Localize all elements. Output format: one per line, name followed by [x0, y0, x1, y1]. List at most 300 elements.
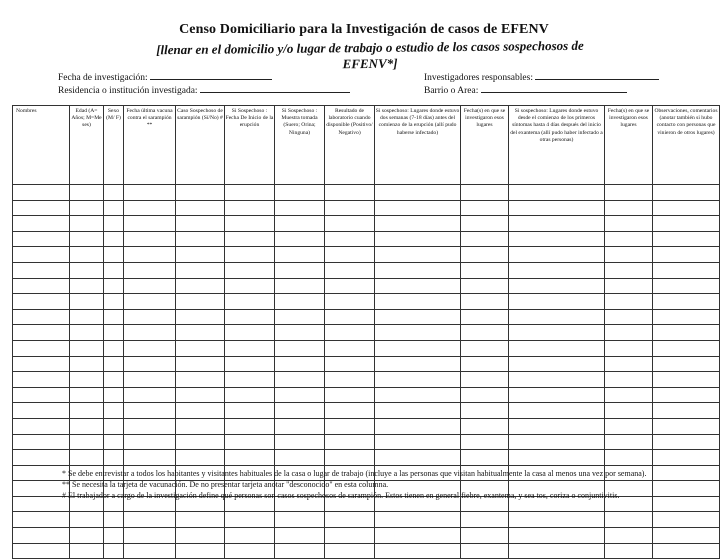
table-row: [13, 512, 720, 528]
table-cell[interactable]: [605, 262, 653, 278]
table-cell[interactable]: [461, 403, 509, 419]
table-cell[interactable]: [225, 231, 275, 247]
table-cell[interactable]: [653, 465, 720, 481]
table-cell[interactable]: [275, 387, 325, 403]
table-cell[interactable]: [461, 262, 509, 278]
table-cell[interactable]: [70, 434, 104, 450]
table-cell[interactable]: [70, 387, 104, 403]
table-cell[interactable]: [325, 543, 375, 559]
table-cell[interactable]: [275, 309, 325, 325]
table-cell[interactable]: [104, 450, 124, 466]
table-row: [13, 216, 720, 232]
table-cell[interactable]: [70, 356, 104, 372]
table-cell[interactable]: [176, 418, 225, 434]
footnote-3: # El trabajador a cargo de la investigación define qué personas son casos sospechosos de sarampión. Estos tienen en general fiebre, exantema, y sea tos, coriza o conjuntivitis.: [62, 491, 620, 500]
table-row: [13, 372, 720, 388]
table-cell[interactable]: [509, 200, 605, 216]
investigadores-blank[interactable]: [535, 70, 659, 80]
table-cell[interactable]: [70, 325, 104, 341]
table-cell[interactable]: [70, 372, 104, 388]
barrio-blank[interactable]: [481, 83, 627, 93]
table-cell[interactable]: [13, 434, 70, 450]
table-cell[interactable]: [375, 372, 461, 388]
table-cell[interactable]: [275, 528, 325, 544]
table-cell[interactable]: [225, 372, 275, 388]
table-cell[interactable]: [124, 340, 176, 356]
table-cell[interactable]: [325, 403, 375, 419]
footnote-1: * Se debe entrevistar a todos los habitantes y visitantes habituales de la casa o lugar de trabajo (incluye a las personas que visitan habitualmente la casa al menos una vez por semana).: [62, 469, 647, 478]
table-cell[interactable]: [176, 231, 225, 247]
table-cell[interactable]: [461, 543, 509, 559]
table-cell[interactable]: [275, 403, 325, 419]
table-cell[interactable]: [176, 356, 225, 372]
table-cell[interactable]: [605, 185, 653, 201]
table-cell[interactable]: [509, 278, 605, 294]
table-cell[interactable]: [375, 512, 461, 528]
table-cell[interactable]: [13, 216, 70, 232]
table-cell[interactable]: [124, 434, 176, 450]
table-row: [13, 278, 720, 294]
table-cell[interactable]: [653, 418, 720, 434]
table-cell[interactable]: [325, 325, 375, 341]
table-cell[interactable]: [176, 434, 225, 450]
table-cell[interactable]: [605, 450, 653, 466]
table-cell[interactable]: [176, 450, 225, 466]
table-cell[interactable]: [325, 185, 375, 201]
table-cell[interactable]: [325, 262, 375, 278]
table-cell[interactable]: [325, 294, 375, 310]
table-cell[interactable]: [70, 247, 104, 263]
table-cell[interactable]: [461, 309, 509, 325]
table-cell[interactable]: [104, 372, 124, 388]
table-cell[interactable]: [176, 278, 225, 294]
table-cell[interactable]: [375, 200, 461, 216]
table-cell[interactable]: [13, 247, 70, 263]
table-cell[interactable]: [653, 231, 720, 247]
table-cell[interactable]: [375, 294, 461, 310]
table-cell[interactable]: [176, 543, 225, 559]
footnotes: [62, 468, 662, 501]
table-cell[interactable]: [325, 340, 375, 356]
table-cell[interactable]: [375, 340, 461, 356]
table-cell[interactable]: [375, 450, 461, 466]
col-fecha-vacuna: Fecha última vacuna contra el sarampión **: [124, 106, 176, 185]
table-cell[interactable]: [653, 262, 720, 278]
table-cell[interactable]: [375, 309, 461, 325]
table-cell[interactable]: [509, 309, 605, 325]
table-cell[interactable]: [653, 450, 720, 466]
table-cell[interactable]: [70, 543, 104, 559]
col-muestra: Si Sospechoso : Muestra tomada (Suero; Orina; Ninguna): [275, 106, 325, 185]
table-cell[interactable]: [176, 200, 225, 216]
table-cell[interactable]: [124, 294, 176, 310]
table-cell[interactable]: [509, 543, 605, 559]
table-cell[interactable]: [176, 403, 225, 419]
table-cell[interactable]: [461, 200, 509, 216]
table-cell[interactable]: [13, 309, 70, 325]
table-cell[interactable]: [176, 512, 225, 528]
table-cell[interactable]: [605, 434, 653, 450]
table-cell[interactable]: [225, 387, 275, 403]
table-cell[interactable]: [176, 528, 225, 544]
table-cell[interactable]: [70, 309, 104, 325]
table-cell[interactable]: [176, 262, 225, 278]
table-cell[interactable]: [124, 247, 176, 263]
table-cell[interactable]: [104, 528, 124, 544]
table-cell[interactable]: [104, 387, 124, 403]
table-cell[interactable]: [375, 216, 461, 232]
table-cell[interactable]: [70, 216, 104, 232]
table-cell[interactable]: [509, 528, 605, 544]
table-cell[interactable]: [104, 403, 124, 419]
table-cell[interactable]: [325, 434, 375, 450]
table-cell[interactable]: [104, 247, 124, 263]
table-cell[interactable]: [225, 278, 275, 294]
table-cell[interactable]: [275, 216, 325, 232]
table-cell[interactable]: [104, 356, 124, 372]
table-cell[interactable]: [104, 278, 124, 294]
table-cell[interactable]: [605, 528, 653, 544]
table-cell[interactable]: [325, 387, 375, 403]
table-cell[interactable]: [605, 309, 653, 325]
table-cell[interactable]: [509, 356, 605, 372]
table-cell[interactable]: [225, 450, 275, 466]
table-cell[interactable]: [275, 450, 325, 466]
table-cell[interactable]: [375, 403, 461, 419]
table-cell[interactable]: [13, 528, 70, 544]
table-cell[interactable]: [124, 418, 176, 434]
table-cell[interactable]: [325, 372, 375, 388]
table-cell[interactable]: [605, 512, 653, 528]
table-cell[interactable]: [176, 309, 225, 325]
table-cell[interactable]: [13, 481, 70, 497]
table-cell[interactable]: [653, 216, 720, 232]
table-cell[interactable]: [653, 512, 720, 528]
table-cell[interactable]: [13, 450, 70, 466]
table-cell[interactable]: [275, 294, 325, 310]
table-row: [13, 262, 720, 278]
table-cell[interactable]: [124, 450, 176, 466]
table-cell[interactable]: [461, 372, 509, 388]
table-cell[interactable]: [104, 543, 124, 559]
table-cell[interactable]: [104, 418, 124, 434]
table-cell[interactable]: [13, 325, 70, 341]
table-cell[interactable]: [225, 512, 275, 528]
table-cell[interactable]: [325, 200, 375, 216]
table-cell[interactable]: [375, 356, 461, 372]
form-subtitle: [llenar en el domicilio y/o lugar de trabajo o estudio de los casos sospechosos de EFENV*]: [156, 37, 584, 72]
table-cell[interactable]: [275, 231, 325, 247]
table-cell[interactable]: [509, 247, 605, 263]
table-cell[interactable]: [653, 247, 720, 263]
table-cell[interactable]: [104, 340, 124, 356]
table-cell[interactable]: [225, 200, 275, 216]
table-cell[interactable]: [509, 216, 605, 232]
table-cell[interactable]: [461, 247, 509, 263]
table-cell[interactable]: [461, 325, 509, 341]
table-cell[interactable]: [275, 372, 325, 388]
table-cell[interactable]: [605, 278, 653, 294]
table-cell[interactable]: [70, 528, 104, 544]
table-cell[interactable]: [653, 309, 720, 325]
table-row: [13, 325, 720, 341]
table-cell[interactable]: [375, 278, 461, 294]
table-cell[interactable]: [13, 403, 70, 419]
table-cell[interactable]: [509, 325, 605, 341]
table-cell[interactable]: [605, 372, 653, 388]
table-cell[interactable]: [325, 450, 375, 466]
table-cell[interactable]: [13, 294, 70, 310]
table-cell[interactable]: [13, 387, 70, 403]
table-cell[interactable]: [225, 356, 275, 372]
table-cell[interactable]: [461, 418, 509, 434]
table-cell[interactable]: [225, 309, 275, 325]
table-cell[interactable]: [13, 278, 70, 294]
table-cell[interactable]: [509, 434, 605, 450]
table-cell[interactable]: [70, 231, 104, 247]
table-cell[interactable]: [509, 512, 605, 528]
table-cell[interactable]: [509, 387, 605, 403]
table-cell[interactable]: [461, 528, 509, 544]
table-cell[interactable]: [13, 356, 70, 372]
table-cell[interactable]: [461, 185, 509, 201]
table-cell[interactable]: [653, 278, 720, 294]
table-cell[interactable]: [70, 278, 104, 294]
table-cell[interactable]: [509, 450, 605, 466]
table-cell[interactable]: [653, 481, 720, 497]
table-cell[interactable]: [13, 185, 70, 201]
table-cell[interactable]: [461, 294, 509, 310]
table-cell[interactable]: [653, 340, 720, 356]
table-cell[interactable]: [509, 185, 605, 201]
table-cell[interactable]: [225, 185, 275, 201]
table-cell[interactable]: [461, 356, 509, 372]
table-cell[interactable]: [275, 356, 325, 372]
table-row: [13, 528, 720, 544]
table-cell[interactable]: [509, 340, 605, 356]
table-cell[interactable]: [653, 200, 720, 216]
table-cell[interactable]: [509, 262, 605, 278]
table-cell[interactable]: [124, 185, 176, 201]
table-cell[interactable]: [605, 356, 653, 372]
table-row: [13, 185, 720, 201]
table-cell[interactable]: [225, 216, 275, 232]
table-cell[interactable]: [605, 387, 653, 403]
table-cell[interactable]: [124, 403, 176, 419]
table-cell[interactable]: [70, 512, 104, 528]
table-cell[interactable]: [124, 512, 176, 528]
table-cell[interactable]: [653, 543, 720, 559]
table-cell[interactable]: [225, 528, 275, 544]
table-cell[interactable]: [124, 528, 176, 544]
table-cell[interactable]: [509, 372, 605, 388]
table-cell[interactable]: [124, 325, 176, 341]
table-cell[interactable]: [70, 418, 104, 434]
table-cell[interactable]: [275, 543, 325, 559]
table-cell[interactable]: [176, 216, 225, 232]
table-cell[interactable]: [70, 294, 104, 310]
table-cell[interactable]: [653, 528, 720, 544]
table-cell[interactable]: [325, 309, 375, 325]
table-cell[interactable]: [605, 294, 653, 310]
table-cell[interactable]: [104, 325, 124, 341]
table-cell[interactable]: [104, 216, 124, 232]
table-cell[interactable]: [275, 512, 325, 528]
table-cell[interactable]: [225, 294, 275, 310]
table-cell[interactable]: [275, 418, 325, 434]
table-cell[interactable]: [461, 231, 509, 247]
table-cell[interactable]: [375, 387, 461, 403]
table-cell[interactable]: [375, 231, 461, 247]
table-cell[interactable]: [70, 262, 104, 278]
table-cell[interactable]: [176, 294, 225, 310]
table-cell[interactable]: [275, 262, 325, 278]
table-cell[interactable]: [653, 403, 720, 419]
table-cell[interactable]: [225, 543, 275, 559]
table-cell[interactable]: [509, 231, 605, 247]
table-cell[interactable]: [461, 340, 509, 356]
table-cell[interactable]: [509, 418, 605, 434]
table-cell[interactable]: [225, 340, 275, 356]
table-cell[interactable]: [70, 450, 104, 466]
table-cell[interactable]: [176, 247, 225, 263]
table-cell[interactable]: [605, 543, 653, 559]
table-cell[interactable]: [605, 418, 653, 434]
table-cell[interactable]: [104, 185, 124, 201]
table-cell[interactable]: [225, 325, 275, 341]
table-cell[interactable]: [653, 294, 720, 310]
col-lugares-antes: Si sospechoso: Lugares donde estuvo dos semanas (7-18 días) antes del comienzo de la erupción (allí pudo haberse infectado): [375, 106, 461, 185]
table-cell[interactable]: [325, 418, 375, 434]
table-cell[interactable]: [104, 309, 124, 325]
table-cell[interactable]: [375, 247, 461, 263]
table-cell[interactable]: [375, 262, 461, 278]
table-cell[interactable]: [461, 387, 509, 403]
table-cell[interactable]: [275, 278, 325, 294]
table-cell[interactable]: [13, 262, 70, 278]
table-cell[interactable]: [375, 325, 461, 341]
table-cell[interactable]: [13, 543, 70, 559]
table-cell[interactable]: [509, 294, 605, 310]
table-cell[interactable]: [461, 278, 509, 294]
table-cell[interactable]: [325, 528, 375, 544]
table-cell[interactable]: [176, 185, 225, 201]
table-cell[interactable]: [124, 309, 176, 325]
residencia-blank[interactable]: [200, 83, 350, 93]
table-cell[interactable]: [124, 216, 176, 232]
table-row: [13, 543, 720, 559]
table-cell[interactable]: [225, 434, 275, 450]
table-cell[interactable]: [275, 200, 325, 216]
table-cell[interactable]: [325, 231, 375, 247]
table-cell[interactable]: [461, 512, 509, 528]
table-cell[interactable]: [124, 387, 176, 403]
table-cell[interactable]: [461, 216, 509, 232]
table-cell[interactable]: [375, 434, 461, 450]
table-cell[interactable]: [225, 247, 275, 263]
table-cell[interactable]: [104, 512, 124, 528]
table-cell[interactable]: [70, 185, 104, 201]
table-cell[interactable]: [375, 543, 461, 559]
table-cell[interactable]: [461, 450, 509, 466]
table-cell[interactable]: [13, 465, 70, 481]
table-cell[interactable]: [124, 278, 176, 294]
table-cell[interactable]: [176, 340, 225, 356]
table-cell[interactable]: [124, 372, 176, 388]
table-cell[interactable]: [13, 200, 70, 216]
table-cell[interactable]: [605, 325, 653, 341]
table-cell[interactable]: [375, 528, 461, 544]
table-cell[interactable]: [225, 262, 275, 278]
fecha-blank[interactable]: [150, 70, 272, 80]
table-cell[interactable]: [375, 418, 461, 434]
table-cell[interactable]: [653, 325, 720, 341]
table-cell[interactable]: [653, 356, 720, 372]
table-cell[interactable]: [225, 403, 275, 419]
table-cell[interactable]: [13, 418, 70, 434]
table-cell[interactable]: [509, 403, 605, 419]
table-cell[interactable]: [124, 231, 176, 247]
table-cell[interactable]: [325, 278, 375, 294]
table-cell[interactable]: [13, 512, 70, 528]
table-cell[interactable]: [605, 403, 653, 419]
table-cell[interactable]: [275, 247, 325, 263]
table-cell[interactable]: [13, 231, 70, 247]
table-row: [13, 418, 720, 434]
table-cell[interactable]: [605, 200, 653, 216]
table-cell[interactable]: [653, 185, 720, 201]
table-cell[interactable]: [70, 403, 104, 419]
table-cell[interactable]: [104, 262, 124, 278]
table-cell[interactable]: [225, 418, 275, 434]
table-cell[interactable]: [325, 356, 375, 372]
table-cell[interactable]: [275, 340, 325, 356]
table-cell[interactable]: [176, 387, 225, 403]
table-cell[interactable]: [176, 372, 225, 388]
table-cell[interactable]: [70, 200, 104, 216]
table-cell[interactable]: [124, 356, 176, 372]
table-cell[interactable]: [653, 496, 720, 512]
table-cell[interactable]: [605, 247, 653, 263]
table-cell[interactable]: [653, 434, 720, 450]
table-cell[interactable]: [124, 543, 176, 559]
table-cell[interactable]: [653, 387, 720, 403]
table-cell[interactable]: [325, 216, 375, 232]
table-cell[interactable]: [70, 340, 104, 356]
table-cell[interactable]: [13, 340, 70, 356]
table-cell[interactable]: [104, 200, 124, 216]
table-cell[interactable]: [275, 185, 325, 201]
table-cell[interactable]: [104, 294, 124, 310]
table-cell[interactable]: [325, 247, 375, 263]
table-cell[interactable]: [124, 262, 176, 278]
table-cell[interactable]: [13, 372, 70, 388]
table-cell[interactable]: [104, 434, 124, 450]
table-cell[interactable]: [461, 434, 509, 450]
table-cell[interactable]: [605, 231, 653, 247]
table-cell[interactable]: [104, 231, 124, 247]
table-cell[interactable]: [275, 325, 325, 341]
table-cell[interactable]: [275, 434, 325, 450]
table-cell[interactable]: [653, 372, 720, 388]
table-cell[interactable]: [176, 325, 225, 341]
table-cell[interactable]: [325, 512, 375, 528]
table-cell[interactable]: [605, 216, 653, 232]
table-cell[interactable]: [605, 340, 653, 356]
table-cell[interactable]: [13, 496, 70, 512]
table-cell[interactable]: [375, 185, 461, 201]
table-cell[interactable]: [124, 200, 176, 216]
